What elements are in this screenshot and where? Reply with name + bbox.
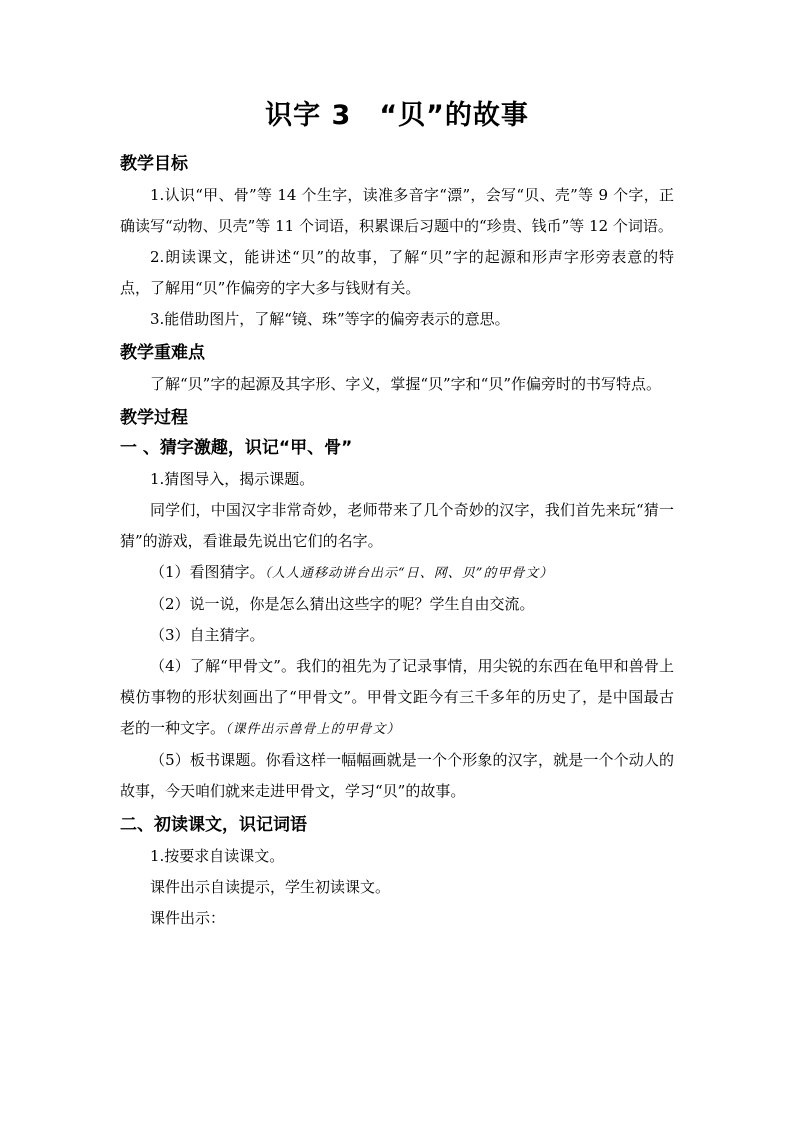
key-points-text: 了解“贝”字的起源及其字形、字义，掌握“贝”字和“贝”作偏旁时的书写特点。 [150,375,662,393]
part2-paragraph-2: 课件出示自读提示，学生初读课文。 [150,878,391,896]
part2-paragraph-1: 1.按要求自读课文。 [150,847,285,865]
part1-paragraph-7: （5）板书课题。你看这样一幅幅画就是一个个形象的汉字，就是一个个动人的故事，今天咱们就来走进甲骨文，学习“贝”的故事。 [120,751,674,800]
part2-paragraph-3: 课件出示： [150,909,226,927]
part1-paragraph-3 [120,557,674,589]
part1-paragraph-4: （2）说一说，你是怎么猜出这些字的呢？学生自由交流。 [150,595,535,613]
document-title: 识字 3 “贝”的故事 [265,100,529,131]
part2-heading: 二、初读课文，识记词语 [120,815,307,835]
goal-item-1: 1.认识“甲、骨”等 14 个生字，读准多音字“漂”，会写“贝、壳”等 9 个字，正确读写“动物、贝壳”等 11 个词语，积累课后习题中的“珍贵、钱币”等 12 个词语。 [120,186,674,235]
goals-heading: 教学目标 [120,154,188,174]
part1-paragraph-6-note: （课件出示兽骨上的甲骨文） [225,722,401,737]
part1-paragraph-3-note: （人人通移动讲台出示“日、网、贝”的甲骨文） [264,566,554,581]
key-points-heading: 教学重难点 [120,343,205,363]
part1-heading: 一 、猜字激趣，识记“甲、骨” [120,438,353,458]
part1-paragraph-2: 同学们，中国汉字非常奇妙，老师带来了几个奇妙的汉字，我们首先来玩“猜一猜”的游戏，看谁最先说出它们的名字。 [120,501,674,550]
process-heading: 教学过程 [120,408,188,428]
goal-item-2: 2.朗读课文，能讲述“贝”的故事，了解“贝”字的起源和形声字形旁表意的特点，了解用“贝”作偏旁的字大多与钱财有关。 [120,248,674,297]
part1-paragraph-1: 1.猜图导入，揭示课题。 [150,470,315,488]
part1-paragraph-5: （3）自主猜字。 [150,626,265,644]
part1-paragraph-3-text: （1）看图猜字。 [150,563,265,581]
goal-item-3: 3.能借助图片，了解“镜、珠”等字的偏旁表示的意思。 [150,310,510,328]
part1-paragraph-6-text: （4）了解“甲骨文”。我们的祖先为了记录事情，用尖锐的东西在龟甲和兽骨上模仿事物的形状刻画出了“甲骨文”。甲骨文距今有三千多年的历史了，是中国最古老的一种文字。 [120,657,674,737]
part1-paragraph-6 [120,651,674,745]
